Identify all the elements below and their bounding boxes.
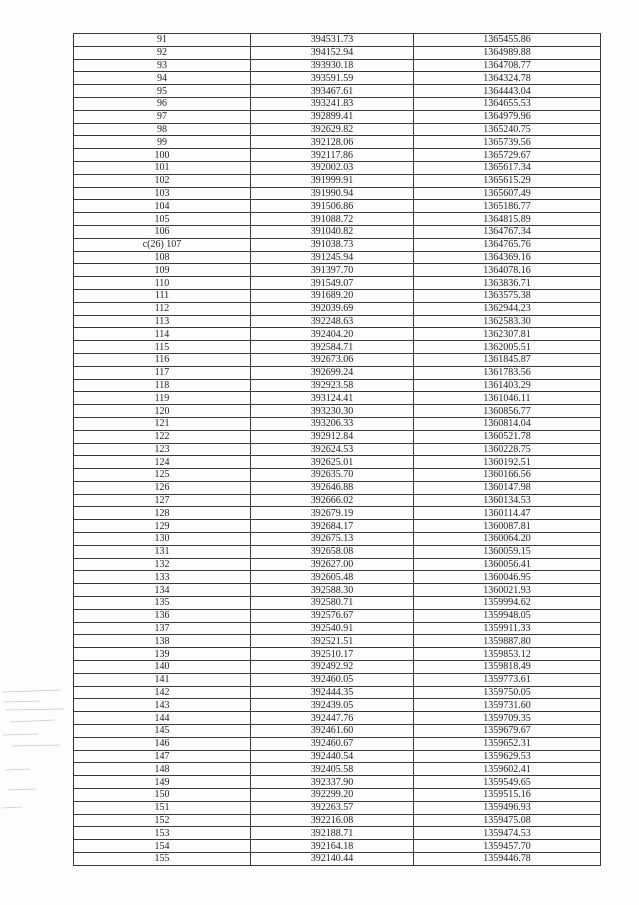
- x-coordinate-cell: 392899.41: [251, 110, 414, 123]
- y-coordinate-cell: 1362583.30: [414, 315, 601, 328]
- table-row: [74, 213, 601, 226]
- x-coordinate-cell: 393930.18: [251, 59, 414, 72]
- point-number-cell: c(26) 107: [74, 238, 251, 251]
- table-row: [74, 597, 601, 610]
- point-number-cell: 133: [74, 571, 251, 584]
- y-coordinate-cell: 1360046.95: [414, 571, 601, 584]
- table-row: [74, 187, 601, 200]
- y-coordinate-cell: 1359652.31: [414, 737, 601, 750]
- point-number-cell: 98: [74, 123, 251, 136]
- point-number-cell: 147: [74, 750, 251, 763]
- table-row: [74, 673, 601, 686]
- table-row: [74, 635, 601, 648]
- table-row: [74, 737, 601, 750]
- y-coordinate-cell: 1364443.04: [414, 85, 601, 98]
- table-row: [74, 622, 601, 635]
- table-row: [74, 392, 601, 405]
- y-coordinate-cell: 1365240.75: [414, 123, 601, 136]
- x-coordinate-cell: 392912.84: [251, 430, 414, 443]
- x-coordinate-cell: 392002.03: [251, 161, 414, 174]
- y-coordinate-cell: 1360192.51: [414, 456, 601, 469]
- point-number-cell: 149: [74, 776, 251, 789]
- x-coordinate-cell: 393467.61: [251, 85, 414, 98]
- table-row: [74, 405, 601, 418]
- y-coordinate-cell: 1359474.53: [414, 827, 601, 840]
- table-row: [74, 72, 601, 85]
- y-coordinate-cell: 1359679.67: [414, 725, 601, 738]
- x-coordinate-cell: 392540.91: [251, 622, 414, 635]
- point-number-cell: 108: [74, 251, 251, 264]
- x-coordinate-cell: 391040.82: [251, 225, 414, 238]
- y-coordinate-cell: 1364324.78: [414, 72, 601, 85]
- y-coordinate-cell: 1364989.88: [414, 46, 601, 59]
- table-row: [74, 136, 601, 149]
- table-row: [74, 494, 601, 507]
- table-row: [74, 200, 601, 213]
- x-coordinate-cell: 392510.17: [251, 648, 414, 661]
- y-coordinate-cell: 1359853.12: [414, 648, 601, 661]
- y-coordinate-cell: 1364979.96: [414, 110, 601, 123]
- x-coordinate-cell: 392404.20: [251, 328, 414, 341]
- y-coordinate-cell: 1363575.38: [414, 289, 601, 302]
- x-coordinate-cell: 392625.01: [251, 456, 414, 469]
- y-coordinate-cell: 1360166.56: [414, 469, 601, 482]
- x-coordinate-cell: 393241.83: [251, 97, 414, 110]
- point-number-cell: 125: [74, 469, 251, 482]
- x-coordinate-cell: 392588.30: [251, 584, 414, 597]
- x-coordinate-cell: 392666.02: [251, 494, 414, 507]
- table-row: [74, 46, 601, 59]
- x-coordinate-cell: 392216.08: [251, 814, 414, 827]
- x-coordinate-cell: 391397.70: [251, 264, 414, 277]
- table-row: [74, 558, 601, 571]
- y-coordinate-cell: 1359948.05: [414, 609, 601, 622]
- point-number-cell: 154: [74, 840, 251, 853]
- table-row: [74, 110, 601, 123]
- x-coordinate-cell: 391506.86: [251, 200, 414, 213]
- table-row: [74, 699, 601, 712]
- y-coordinate-cell: 1359549.65: [414, 776, 601, 789]
- x-coordinate-cell: 392117.86: [251, 149, 414, 162]
- table-row: [74, 763, 601, 776]
- y-coordinate-cell: 1359709.35: [414, 712, 601, 725]
- point-number-cell: 128: [74, 507, 251, 520]
- table-row: [74, 328, 601, 341]
- point-number-cell: 101: [74, 161, 251, 174]
- point-number-cell: 110: [74, 277, 251, 290]
- point-number-cell: 116: [74, 353, 251, 366]
- table-row: [74, 545, 601, 558]
- point-number-cell: 106: [74, 225, 251, 238]
- point-number-cell: 99: [74, 136, 251, 149]
- table-row: [74, 840, 601, 853]
- y-coordinate-cell: 1364815.89: [414, 213, 601, 226]
- table-row: [74, 456, 601, 469]
- point-number-cell: 109: [74, 264, 251, 277]
- point-number-cell: 114: [74, 328, 251, 341]
- point-number-cell: 93: [74, 59, 251, 72]
- point-number-cell: 151: [74, 801, 251, 814]
- y-coordinate-cell: 1365186.77: [414, 200, 601, 213]
- x-coordinate-cell: 392521.51: [251, 635, 414, 648]
- table-row: [74, 417, 601, 430]
- x-coordinate-cell: 392440.54: [251, 750, 414, 763]
- x-coordinate-cell: 392580.71: [251, 597, 414, 610]
- point-number-cell: 152: [74, 814, 251, 827]
- coordinates-table: [73, 33, 601, 866]
- table-row: [74, 149, 601, 162]
- point-number-cell: 144: [74, 712, 251, 725]
- table-row: [74, 34, 601, 47]
- y-coordinate-cell: 1360021.93: [414, 584, 601, 597]
- x-coordinate-cell: 392679.19: [251, 507, 414, 520]
- x-coordinate-cell: 392675.13: [251, 533, 414, 546]
- point-number-cell: 111: [74, 289, 251, 302]
- x-coordinate-cell: 392140.44: [251, 853, 414, 866]
- x-coordinate-cell: 393591.59: [251, 72, 414, 85]
- point-number-cell: 129: [74, 520, 251, 533]
- point-number-cell: 91: [74, 34, 251, 47]
- point-number-cell: 118: [74, 379, 251, 392]
- point-number-cell: 96: [74, 97, 251, 110]
- y-coordinate-cell: 1361403.29: [414, 379, 601, 392]
- x-coordinate-cell: 392605.48: [251, 571, 414, 584]
- point-number-cell: 146: [74, 737, 251, 750]
- point-number-cell: 112: [74, 302, 251, 315]
- table-row: [74, 814, 601, 827]
- y-coordinate-cell: 1359515.16: [414, 789, 601, 802]
- y-coordinate-cell: 1360064.20: [414, 533, 601, 546]
- x-coordinate-cell: 393230.30: [251, 405, 414, 418]
- table-row: [74, 366, 601, 379]
- y-coordinate-cell: 1359750.05: [414, 686, 601, 699]
- y-coordinate-cell: 1364708.77: [414, 59, 601, 72]
- x-coordinate-cell: 392923.58: [251, 379, 414, 392]
- point-number-cell: 105: [74, 213, 251, 226]
- x-coordinate-cell: 391689.20: [251, 289, 414, 302]
- x-coordinate-cell: 392299.20: [251, 789, 414, 802]
- y-coordinate-cell: 1359475.08: [414, 814, 601, 827]
- y-coordinate-cell: 1359629.53: [414, 750, 601, 763]
- table-row: [74, 520, 601, 533]
- y-coordinate-cell: 1364655.53: [414, 97, 601, 110]
- table-row: [74, 289, 601, 302]
- table-row: [74, 174, 601, 187]
- point-number-cell: 122: [74, 430, 251, 443]
- x-coordinate-cell: 392684.17: [251, 520, 414, 533]
- x-coordinate-cell: 392658.08: [251, 545, 414, 558]
- point-number-cell: 130: [74, 533, 251, 546]
- y-coordinate-cell: 1359446.78: [414, 853, 601, 866]
- table-row: [74, 379, 601, 392]
- point-number-cell: 100: [74, 149, 251, 162]
- x-coordinate-cell: 392627.00: [251, 558, 414, 571]
- point-number-cell: 137: [74, 622, 251, 635]
- x-coordinate-cell: 392263.57: [251, 801, 414, 814]
- x-coordinate-cell: 392624.53: [251, 443, 414, 456]
- x-coordinate-cell: 392460.67: [251, 737, 414, 750]
- x-coordinate-cell: 391999.91: [251, 174, 414, 187]
- y-coordinate-cell: 1365617.34: [414, 161, 601, 174]
- table-row: [74, 661, 601, 674]
- point-number-cell: 113: [74, 315, 251, 328]
- x-coordinate-cell: 392444.35: [251, 686, 414, 699]
- y-coordinate-cell: 1363836.71: [414, 277, 601, 290]
- table-row: [74, 801, 601, 814]
- y-coordinate-cell: 1359602.41: [414, 763, 601, 776]
- x-coordinate-cell: 391549.07: [251, 277, 414, 290]
- table-row: [74, 750, 601, 763]
- table-row: [74, 481, 601, 494]
- table-row: [74, 353, 601, 366]
- point-number-cell: 148: [74, 763, 251, 776]
- table-row: [74, 161, 601, 174]
- point-number-cell: 97: [74, 110, 251, 123]
- point-number-cell: 121: [74, 417, 251, 430]
- y-coordinate-cell: 1360134.53: [414, 494, 601, 507]
- coordinates-table-body: [74, 34, 601, 866]
- y-coordinate-cell: 1360814.04: [414, 417, 601, 430]
- y-coordinate-cell: 1359496.93: [414, 801, 601, 814]
- point-number-cell: 134: [74, 584, 251, 597]
- table-row: [74, 725, 601, 738]
- table-row: [74, 507, 601, 520]
- table-row: [74, 264, 601, 277]
- y-coordinate-cell: 1364369.16: [414, 251, 601, 264]
- y-coordinate-cell: 1362307.81: [414, 328, 601, 341]
- y-coordinate-cell: 1362005.51: [414, 341, 601, 354]
- x-coordinate-cell: 392405.58: [251, 763, 414, 776]
- x-coordinate-cell: 392673.06: [251, 353, 414, 366]
- point-number-cell: 102: [74, 174, 251, 187]
- y-coordinate-cell: 1359818.49: [414, 661, 601, 674]
- point-number-cell: 95: [74, 85, 251, 98]
- y-coordinate-cell: 1362944.23: [414, 302, 601, 315]
- x-coordinate-cell: 391088.72: [251, 213, 414, 226]
- point-number-cell: 119: [74, 392, 251, 405]
- x-coordinate-cell: 392188.71: [251, 827, 414, 840]
- point-number-cell: 127: [74, 494, 251, 507]
- x-coordinate-cell: 392635.70: [251, 469, 414, 482]
- y-coordinate-cell: 1360114.47: [414, 507, 601, 520]
- point-number-cell: 123: [74, 443, 251, 456]
- y-coordinate-cell: 1365455.86: [414, 34, 601, 47]
- point-number-cell: 131: [74, 545, 251, 558]
- y-coordinate-cell: 1359457.70: [414, 840, 601, 853]
- y-coordinate-cell: 1359887.80: [414, 635, 601, 648]
- table-row: [74, 853, 601, 866]
- y-coordinate-cell: 1360147.98: [414, 481, 601, 494]
- y-coordinate-cell: 1361845.87: [414, 353, 601, 366]
- y-coordinate-cell: 1360856.77: [414, 405, 601, 418]
- table-row: [74, 85, 601, 98]
- x-coordinate-cell: 392447.76: [251, 712, 414, 725]
- point-number-cell: 140: [74, 661, 251, 674]
- x-coordinate-cell: 392646.88: [251, 481, 414, 494]
- x-coordinate-cell: 392337.90: [251, 776, 414, 789]
- point-number-cell: 92: [74, 46, 251, 59]
- x-coordinate-cell: 391038.73: [251, 238, 414, 251]
- point-number-cell: 138: [74, 635, 251, 648]
- x-coordinate-cell: 392460.05: [251, 673, 414, 686]
- x-coordinate-cell: 392492.92: [251, 661, 414, 674]
- point-number-cell: 153: [74, 827, 251, 840]
- y-coordinate-cell: 1360056.41: [414, 558, 601, 571]
- table-row: [74, 59, 601, 72]
- x-coordinate-cell: 392439.05: [251, 699, 414, 712]
- point-number-cell: 115: [74, 341, 251, 354]
- x-coordinate-cell: 394152.94: [251, 46, 414, 59]
- table-row: [74, 302, 601, 315]
- y-coordinate-cell: 1359994.62: [414, 597, 601, 610]
- x-coordinate-cell: 391245.94: [251, 251, 414, 264]
- x-coordinate-cell: 392576.67: [251, 609, 414, 622]
- table-row: [74, 277, 601, 290]
- point-number-cell: 124: [74, 456, 251, 469]
- y-coordinate-cell: 1365729.67: [414, 149, 601, 162]
- point-number-cell: 136: [74, 609, 251, 622]
- x-coordinate-cell: 393124.41: [251, 392, 414, 405]
- table-row: [74, 251, 601, 264]
- y-coordinate-cell: 1365607.49: [414, 187, 601, 200]
- point-number-cell: 94: [74, 72, 251, 85]
- y-coordinate-cell: 1359731.60: [414, 699, 601, 712]
- y-coordinate-cell: 1365739.56: [414, 136, 601, 149]
- table-row: [74, 123, 601, 136]
- table-row: [74, 238, 601, 251]
- y-coordinate-cell: 1364765.76: [414, 238, 601, 251]
- point-number-cell: 150: [74, 789, 251, 802]
- point-number-cell: 104: [74, 200, 251, 213]
- x-coordinate-cell: 391990.94: [251, 187, 414, 200]
- table-row: [74, 97, 601, 110]
- point-number-cell: 145: [74, 725, 251, 738]
- y-coordinate-cell: 1359773.61: [414, 673, 601, 686]
- table-row: [74, 776, 601, 789]
- x-coordinate-cell: 392461.60: [251, 725, 414, 738]
- y-coordinate-cell: 1364767.34: [414, 225, 601, 238]
- margin-mark: [0, 680, 70, 820]
- table-row: [74, 789, 601, 802]
- y-coordinate-cell: 1361046.11: [414, 392, 601, 405]
- x-coordinate-cell: 392584.71: [251, 341, 414, 354]
- x-coordinate-cell: 392039.69: [251, 302, 414, 315]
- point-number-cell: 155: [74, 853, 251, 866]
- y-coordinate-cell: 1359911.33: [414, 622, 601, 635]
- point-number-cell: 103: [74, 187, 251, 200]
- y-coordinate-cell: 1360228.75: [414, 443, 601, 456]
- y-coordinate-cell: 1361783.56: [414, 366, 601, 379]
- point-number-cell: 120: [74, 405, 251, 418]
- table-row: [74, 571, 601, 584]
- x-coordinate-cell: 392128.06: [251, 136, 414, 149]
- table-row: [74, 686, 601, 699]
- table-row: [74, 712, 601, 725]
- table-row: [74, 443, 601, 456]
- y-coordinate-cell: 1360059.15: [414, 545, 601, 558]
- table-row: [74, 533, 601, 546]
- point-number-cell: 139: [74, 648, 251, 661]
- table-row: [74, 225, 601, 238]
- point-number-cell: 126: [74, 481, 251, 494]
- point-number-cell: 132: [74, 558, 251, 571]
- x-coordinate-cell: 394531.73: [251, 34, 414, 47]
- point-number-cell: 143: [74, 699, 251, 712]
- y-coordinate-cell: 1360521.78: [414, 430, 601, 443]
- x-coordinate-cell: 392248.63: [251, 315, 414, 328]
- x-coordinate-cell: 392164.18: [251, 840, 414, 853]
- y-coordinate-cell: 1365615.29: [414, 174, 601, 187]
- table-row: [74, 341, 601, 354]
- x-coordinate-cell: 392629.82: [251, 123, 414, 136]
- table-row: [74, 469, 601, 482]
- point-number-cell: 141: [74, 673, 251, 686]
- table-row: [74, 315, 601, 328]
- table-row: [74, 430, 601, 443]
- table-row: [74, 584, 601, 597]
- x-coordinate-cell: 392699.24: [251, 366, 414, 379]
- table-row: [74, 827, 601, 840]
- table-row: [74, 648, 601, 661]
- x-coordinate-cell: 393206.33: [251, 417, 414, 430]
- point-number-cell: 135: [74, 597, 251, 610]
- y-coordinate-cell: 1360087.81: [414, 520, 601, 533]
- y-coordinate-cell: 1364078.16: [414, 264, 601, 277]
- table-row: [74, 609, 601, 622]
- point-number-cell: 117: [74, 366, 251, 379]
- point-number-cell: 142: [74, 686, 251, 699]
